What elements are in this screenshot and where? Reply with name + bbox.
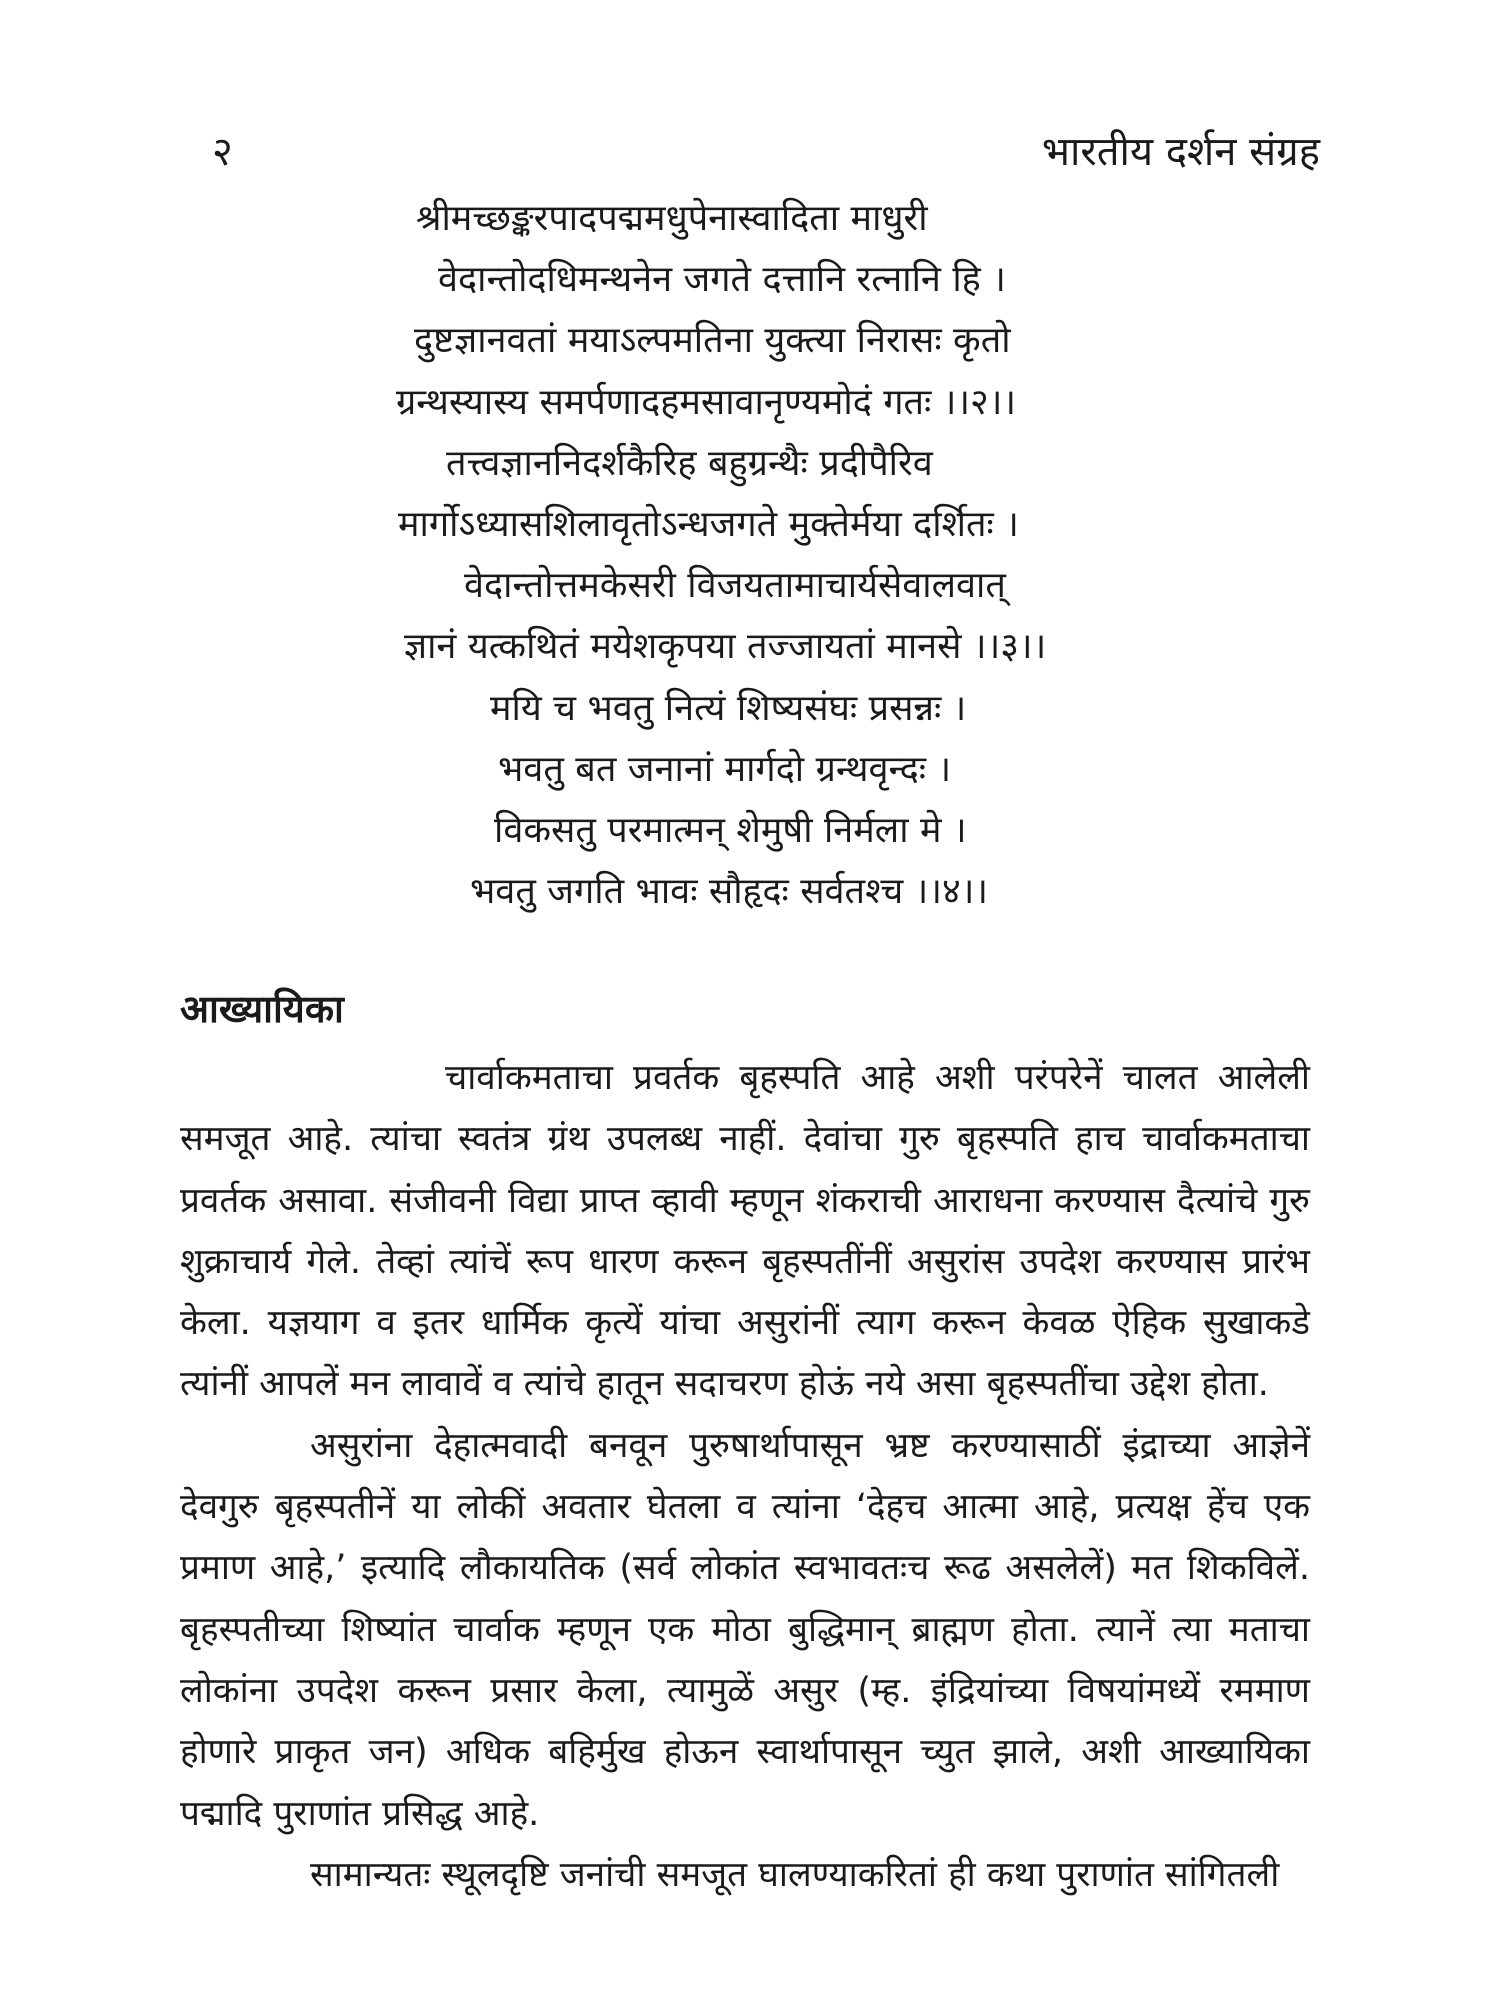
- page-number: २: [212, 129, 233, 175]
- paragraph: सामान्यतः स्थूलदृष्टि जनांची समजूत घालण्याकरितां ही कथा पुराणांत सांगितली: [310, 1854, 1280, 1895]
- verse-block: [0, 188, 1500, 922]
- verse-line: भवतु बत जनानां मार्गदो ग्रन्थवृन्दः ।: [498, 748, 952, 790]
- verse-line: तत्त्वज्ञाननिदर्शकैरिह बहुग्रन्थैः प्रदीपैरिव: [446, 442, 933, 484]
- verse-line: मयि च भवतु नित्यं शिष्यसंघः प्रसन्नः ।: [490, 687, 967, 729]
- body-text: [180, 1048, 1310, 1906]
- verse-line: श्रीमच्छङ्करपादपद्ममधुपेनास्वादिता माधुरी: [416, 198, 928, 239]
- verse-line: भवतु जगति भावः सौहृदः सर्वतश्च ।।४।।: [470, 871, 988, 913]
- verse-line: ज्ञानं यत्कथितं मयेशकृपया तज्जायतां मानसे ।।३।।: [404, 626, 1047, 668]
- running-title: भारतीय दर्शन संग्रह: [1041, 129, 1320, 175]
- section-heading: आख्यायिका: [180, 987, 344, 1031]
- verse-line: वेदान्तोदधिमन्थनेन जगते दत्तानि रत्नानि हि ।: [438, 259, 1006, 301]
- verse-line: मार्गोऽध्यासशिलावृतोऽन्धजगते मुक्तेर्मया दर्शितः ।: [398, 503, 1019, 545]
- verse-line: ग्रन्थस्यास्य समर्पणादहमसावानृण्यमोदं गतः ।।२।।: [396, 381, 1017, 423]
- paragraph: चार्वाकमताचा प्रवर्तक बृहस्पति आहे अशी परंपरेनें चालत आलेली समजूत आहे. त्यांचा स्वतंत्र ग्रंथ उपलब्ध नाहीं. देवांचा गुरु बृहस्पति हाच चार्वाकमताचा प्रवर्तक असावा. संजीवनी विद्या प्राप्त व्हावी म्हणून शंकराची आराधना करण्यास दैत्यांचे गुरु शुक्राचार्य गेले. तेव्हां त्यांचें रूप धारण करून बृहस्पतींनीं असुरांस उपदेश करण्यास प्रारंभ केला. यज्ञयाग व इतर धार्मिक कृत्यें यांचा असुरांनीं त्याग करून केवळ ऐहिक सुखाकडे त्यांनीं आपलें मन लावावें व त्यांचे हातून सदाचरण होऊं नये असा बृहस्पतींचा उद्देश होता.: [180, 1058, 1310, 1405]
- verse-line: वेदान्तोत्तमकेसरी विजयतामाचार्यसेवालवात्: [464, 565, 1006, 607]
- paragraph: असुरांना देहात्मवादी बनवून पुरुषार्थापासून भ्रष्ट करण्यासाठीं इंद्राच्या आज्ञेनें देवगुरु बृहस्पतीनें या लोकीं अवतार घेतला व त्यांना ‘देहच आत्मा आहे, प्रत्यक्ष हेंच एक प्रमाण आहे,’ इत्यादि लौकायतिक (सर्व लोकांत स्वभावतःच रूढ असलेलें) मत शिकविलें. बृहस्पतीच्या शिष्यांत चार्वाक म्हणून एक मोठा बुद्धिमान् ब्राह्मण होता. त्यानें त्या मताचा लोकांना उपदेश करून प्रसार केला, त्यामुळें असुर (म्ह. इंद्रियांच्या विषयांमध्यें रममाण होणारे प्राकृत जन) अधिक बहिर्मुख होऊन स्वार्थापासून च्युत झाले, अशी आख्यायिका पद्मादि पुराणांत प्रसिद्ध आहे.: [180, 1425, 1310, 1834]
- verse-line: विकसतु परमात्मन् शेमुषी निर्मला मे ।: [494, 809, 967, 851]
- verse-line: दुष्टज्ञानवतां मयाऽल्पमतिना युक्त्या निरासः कृतो: [414, 320, 1011, 362]
